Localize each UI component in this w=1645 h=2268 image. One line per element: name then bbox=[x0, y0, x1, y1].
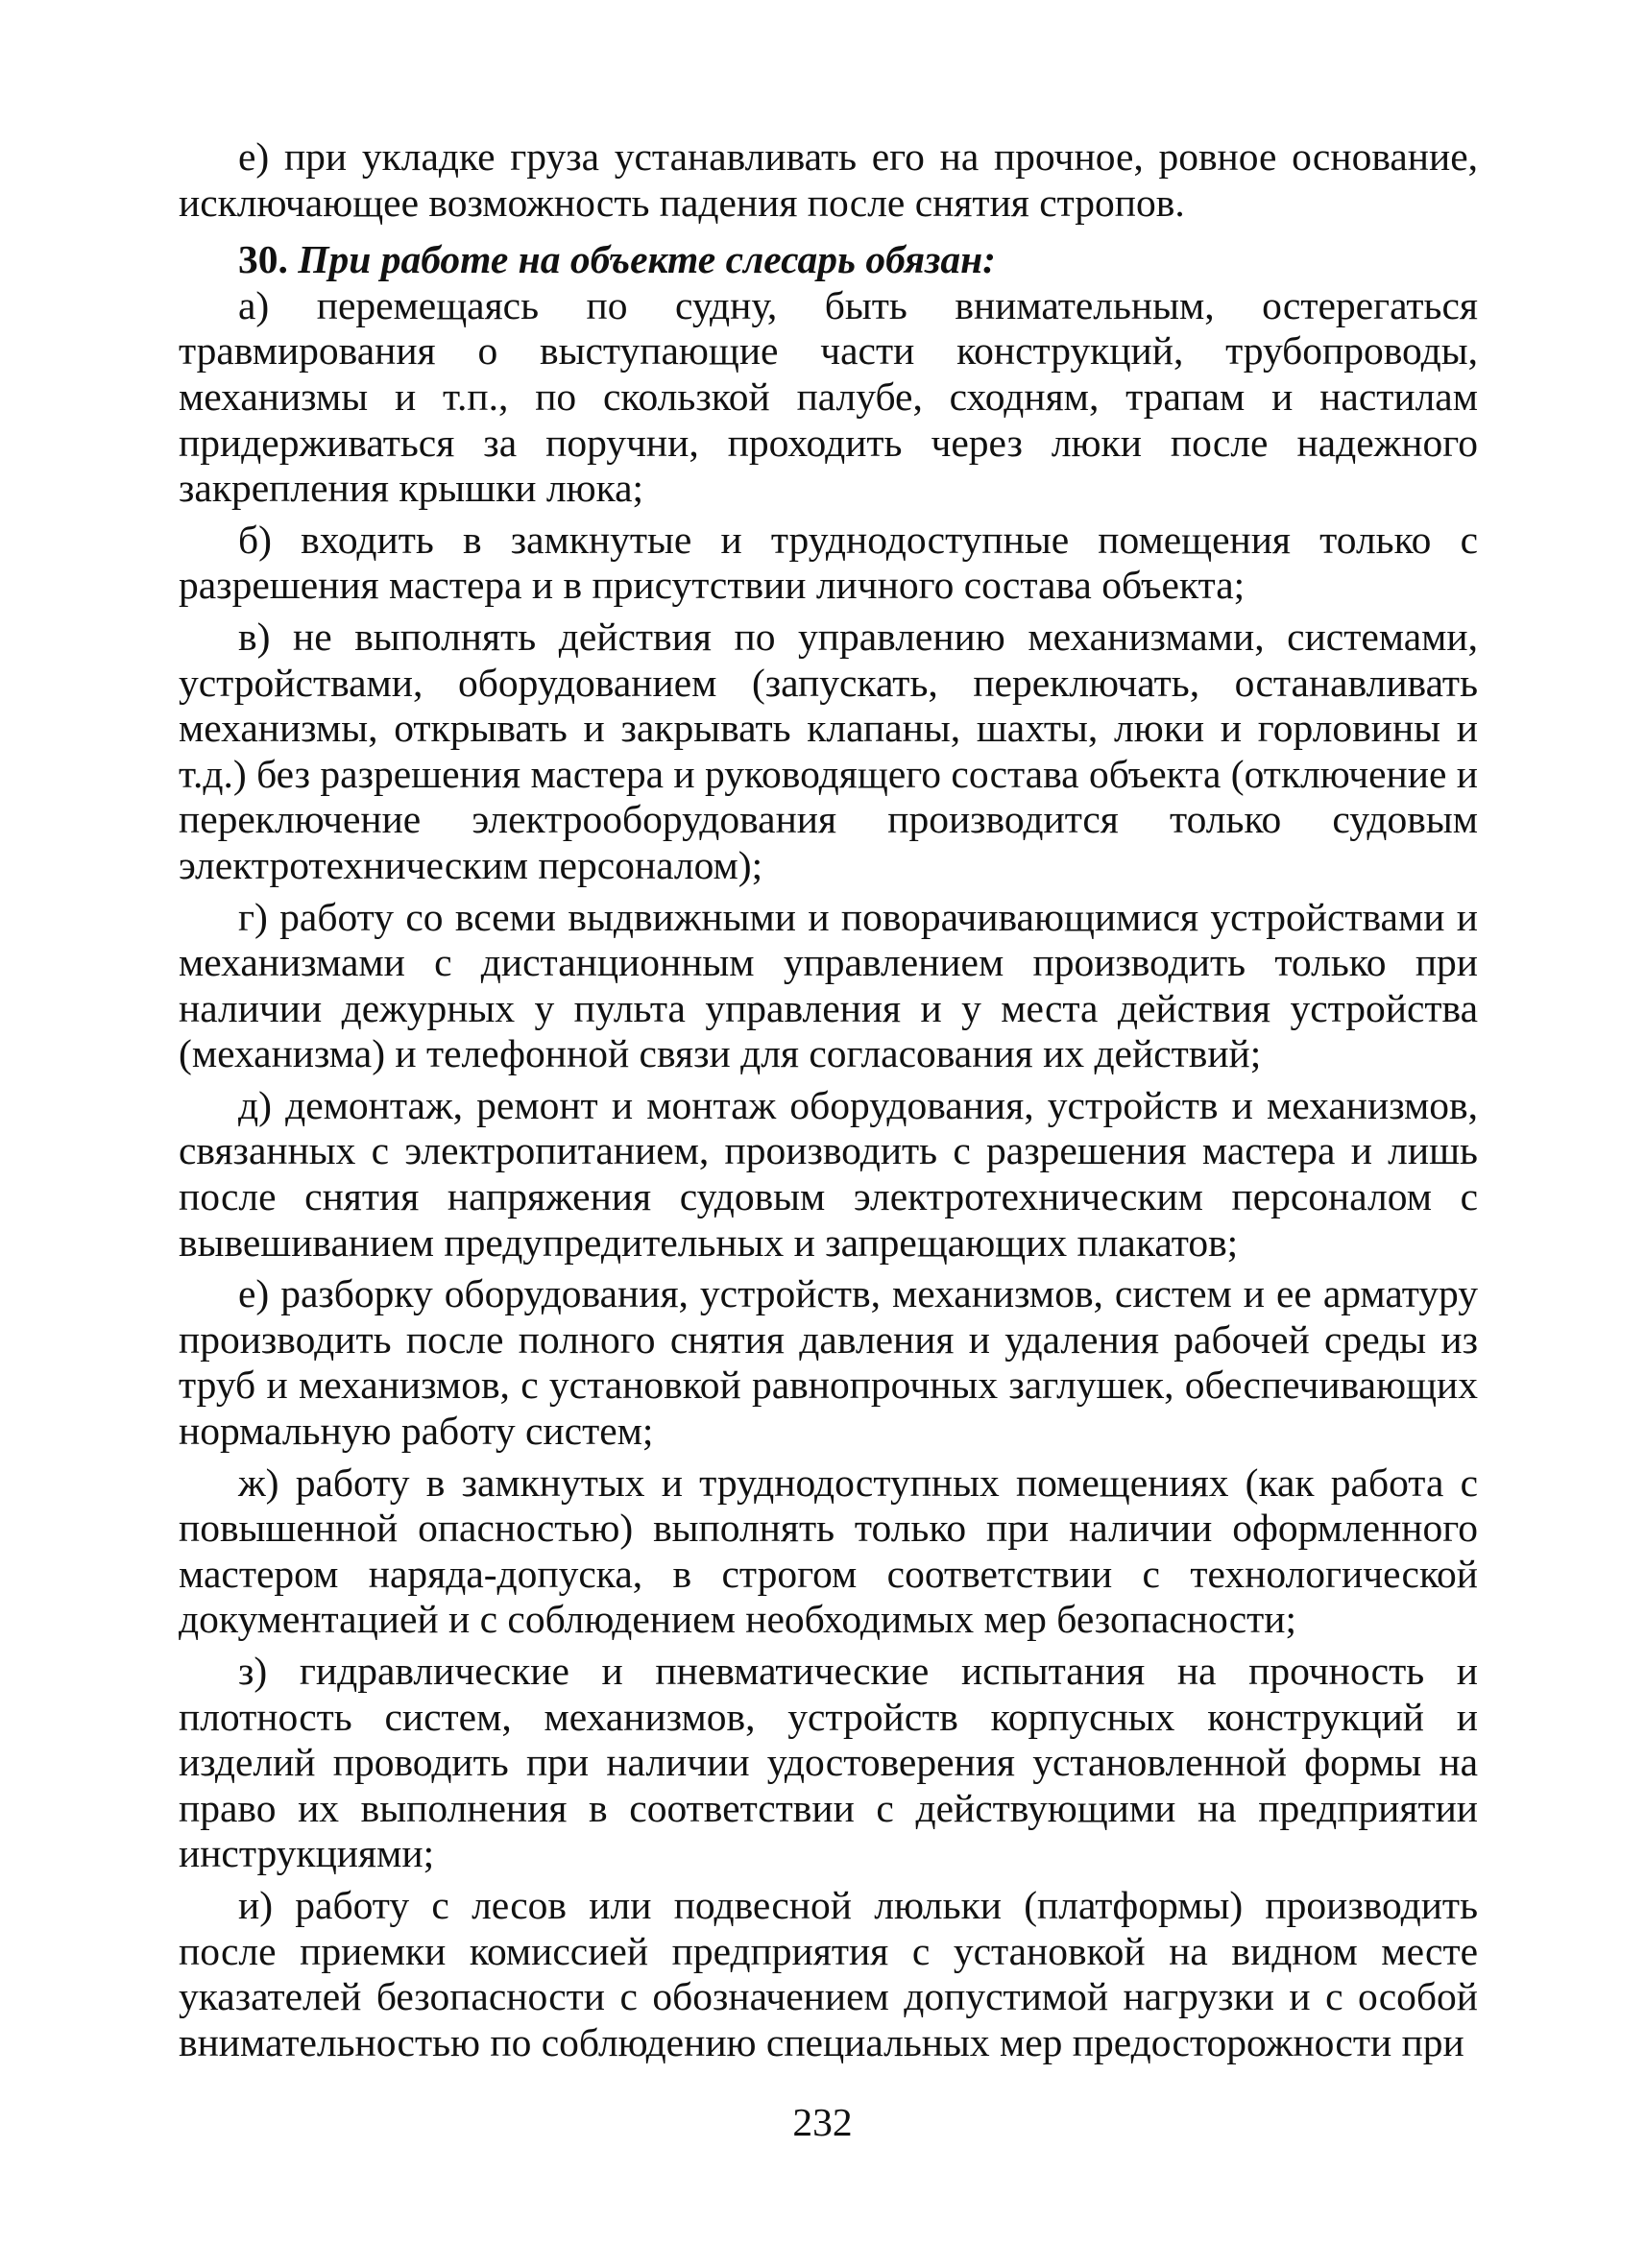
list-item-v: в) не выполнять действия по управлению механизмами, системами, устройствами, оборудованием (запускать, переключать, останавливать механизмы, открывать и закрывать клапаны, шахты, люки и горловины и т.д.) без разрешения мастера и руководящего состава объекта (отключение и переключение электрооборудования производится только судовым электротехническим персоналом); bbox=[179, 614, 1478, 887]
list-item-zh: ж) работу в замкнутых и труднодоступных помещениях (как работа с повышенной опасностью) выполнять только при наличии оформленного мастером наряда-допуска, в строгом соответствии с технологической документацией и с соблюдением необходимых мер безопасности; bbox=[179, 1460, 1478, 1642]
section-title: При работе на объекте слесарь обязан: bbox=[298, 237, 996, 282]
intro-paragraph: е) при укладке груза устанавливать его на прочное, ровное основание, исключающее возможность падения после снятия стропов. bbox=[179, 134, 1478, 225]
list-item-e: е) разборку оборудования, устройств, механизмов, систем и ее арматуру производить после полного снятия давления и удаления рабочей среды из труб и механизмов, с установкой равнопрочных заглушек, обеспечивающих нормальную работу систем; bbox=[179, 1271, 1478, 1454]
list-item-d: д) демонтаж, ремонт и монтаж оборудования, устройств и механизмов, связанных с электропитанием, производить с разрешения мастера и лишь после снятия напряжения судовым электротехническим персоналом с вывешиванием предупредительных и запрещающих плакатов; bbox=[179, 1082, 1478, 1265]
list-item-z: з) гидравлические и пневматические испытания на прочность и плотность систем, механизмов, устройств корпусных конструкций и изделий проводить при наличии удостоверения установленной формы на право их выполнения в соответствии с действующими на предприятии инструкциями; bbox=[179, 1649, 1478, 1876]
list-item-i: и) работу с лесов или подвесной люльки (платформы) производить после приемки комиссией предприятия с установкой на видном месте указателей безопасности с обозначением допустимой нагрузки и с особой внимательностью по соблюдению специальных мер предосторожности при bbox=[179, 1882, 1478, 2064]
list-item-g: г) работу со всеми выдвижными и поворачивающимися устройствами и механизмами с дистанционным управлением производить только при наличии дежурных у пульта управления и у места действия устройства (механизма) и телефонной связи для согласования их действий; bbox=[179, 894, 1478, 1076]
section-number: 30. bbox=[238, 237, 288, 282]
section-heading bbox=[179, 237, 1478, 283]
body-text bbox=[179, 134, 1478, 2071]
page-number: 232 bbox=[792, 2100, 853, 2144]
list-item-b: б) входить в замкнутые и труднодоступные помещения только с разрешения мастера и в присутствии личного состава объекта; bbox=[179, 517, 1478, 608]
list-item-a: а) перемещаясь по судну, быть внимательным, остерегаться травмирования о выступающие части конструкций, трубопроводы, механизмы и т.п., по скользкой палубе, сходням, трапам и настилам придерживаться за поручни, проходить через люки после надежного закрепления крышки люка; bbox=[179, 282, 1478, 511]
